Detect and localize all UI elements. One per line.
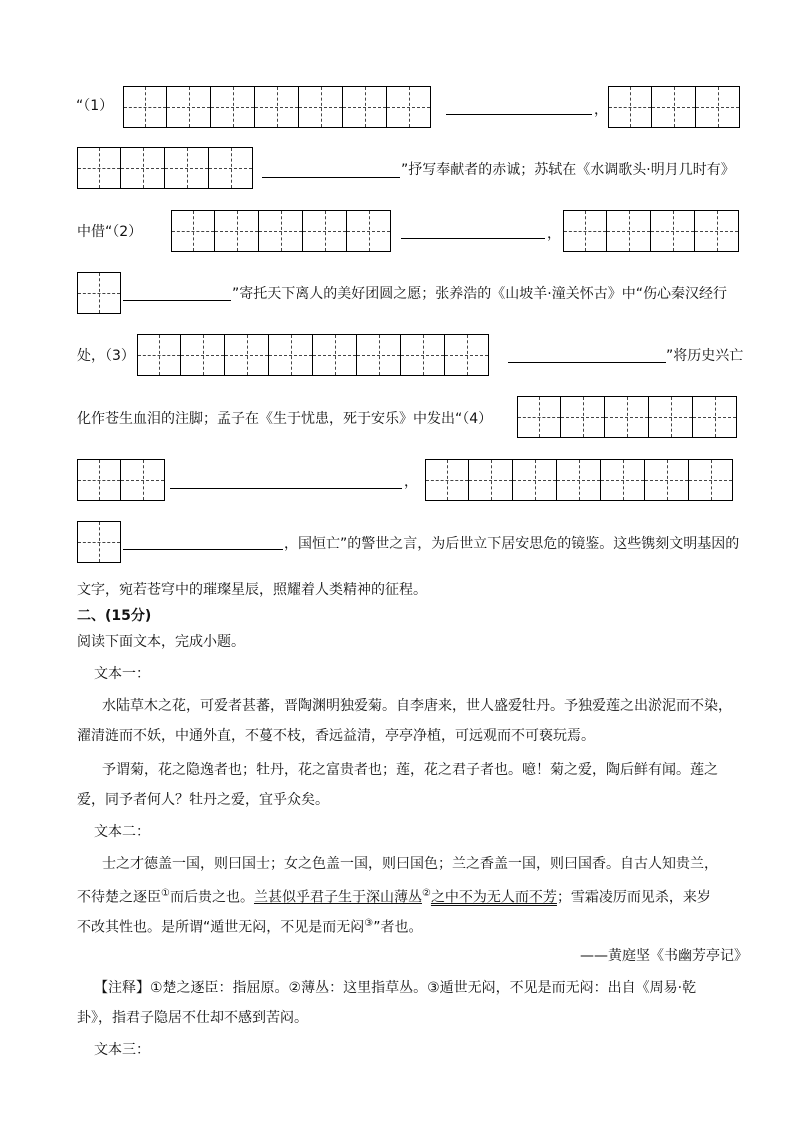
grid-cell[interactable] [347, 210, 391, 252]
answer-grid-3a[interactable] [137, 334, 489, 376]
text1-paragraph-2b: 爱，同予者何人？牡丹之爱，宜乎众矣。 [77, 792, 329, 808]
grid-cell[interactable] [121, 147, 165, 189]
grid-cell[interactable] [137, 334, 181, 376]
grid-cell[interactable] [563, 210, 607, 252]
answer-grid-4c[interactable] [425, 459, 733, 501]
grid-cell[interactable] [165, 147, 209, 189]
text1-paragraph-2a: 予谓菊，花之隐逸者也；牡丹，花之富贵者也；莲，花之君子者也。噫！菊之爱，陶后鲜有闻。莲之 [102, 762, 718, 778]
footnote-marker: ① [161, 888, 170, 899]
grid-cell[interactable] [689, 459, 733, 501]
footnote-marker: ② [421, 888, 431, 899]
comma: ， [547, 226, 561, 242]
grid-cell[interactable] [77, 459, 121, 501]
blank-2-lead: 中借“（2） [77, 224, 143, 240]
grid-cell[interactable] [211, 86, 255, 128]
blank-3-lead: 处，（3） [77, 348, 135, 364]
text-run: 而后贵之也。 [169, 889, 254, 906]
text-line-5: ”将历史兴亡 [666, 348, 744, 364]
grid-cell[interactable] [357, 334, 401, 376]
answer-grid-4b[interactable] [77, 459, 165, 501]
grid-cell[interactable] [561, 396, 605, 438]
answer-blank-1a[interactable] [446, 114, 592, 115]
grid-cell[interactable] [696, 86, 740, 128]
grid-cell[interactable] [425, 459, 469, 501]
comma: ， [594, 102, 608, 118]
grid-cell[interactable] [607, 210, 651, 252]
grid-cell[interactable] [343, 86, 387, 128]
grid-cell[interactable] [651, 210, 695, 252]
answer-grid-2c[interactable] [77, 272, 121, 314]
text2-label: 文本二： [94, 824, 150, 840]
grid-cell[interactable] [517, 396, 561, 438]
answer-blank-2b[interactable] [123, 300, 231, 301]
text-line-4: ”寄托天下离人的美好团圆之愿；张养浩的《山坡羊·潼关怀古》中“伤心秦汉经行 [232, 286, 727, 302]
grid-cell[interactable] [77, 147, 121, 189]
grid-cell[interactable] [695, 210, 739, 252]
answer-blank-3[interactable] [508, 362, 666, 363]
text2-paragraph-b [77, 884, 711, 908]
grid-cell[interactable] [259, 210, 303, 252]
grid-cell[interactable] [469, 459, 513, 501]
text2-source: ——黄庭坚《书幽芳亭记》 [580, 948, 748, 964]
grid-cell[interactable] [513, 459, 557, 501]
instruction: 阅读下面文本，完成小题。 [77, 634, 245, 650]
text-run: ；雪霜凌厉而见杀，来岁 [556, 889, 711, 906]
comma: ， [404, 474, 418, 490]
answer-blank-4a[interactable] [170, 488, 402, 489]
grid-cell[interactable] [445, 334, 489, 376]
grid-cell[interactable] [313, 334, 357, 376]
grid-cell[interactable] [652, 86, 696, 128]
grid-cell[interactable] [269, 334, 313, 376]
answer-blank-4b[interactable] [123, 549, 283, 550]
text-run: 不改其性也。是所谓“遁世无闷，不见是而无闷 [77, 919, 365, 936]
grid-cell[interactable] [387, 86, 431, 128]
grid-cell[interactable] [601, 459, 645, 501]
text1-label: 文本一： [94, 666, 150, 682]
answer-grid-1a[interactable] [123, 86, 431, 128]
grid-cell[interactable] [209, 147, 253, 189]
grid-cell[interactable] [215, 210, 259, 252]
text2-paragraph-a: 士之才德盖一国，则曰国士；女之色盖一国，则曰国色；兰之香盖一国，则曰国香。自古人知贵兰， [102, 856, 718, 872]
grid-cell[interactable] [303, 210, 347, 252]
grid-cell[interactable] [299, 86, 343, 128]
answer-blank-1b[interactable] [262, 177, 400, 178]
answer-grid-2b[interactable] [563, 210, 739, 252]
grid-cell[interactable] [605, 396, 649, 438]
grid-cell[interactable] [693, 396, 737, 438]
grid-cell[interactable] [171, 210, 215, 252]
text-run: 不待楚之逐臣 [77, 889, 161, 906]
grid-cell[interactable] [608, 86, 652, 128]
grid-cell[interactable] [167, 86, 211, 128]
grid-cell[interactable] [645, 459, 689, 501]
answer-blank-2a[interactable] [401, 238, 545, 239]
answer-grid-4d[interactable] [77, 521, 121, 563]
text-line-9: 文字，宛若苍穹中的璀璨星辰，照耀着人类精神的征程。 [77, 582, 427, 598]
grid-cell[interactable] [225, 334, 269, 376]
text1-paragraph-1b: 濯清涟而不妖，中通外直，不蔓不枝，香远益清，亭亭净植，可远观而不可亵玩焉。 [77, 728, 595, 744]
text-line-8: ，国恒亡”的警世之言，为后世立下居安思危的镜鉴。这些镌刻文明基因的 [284, 536, 740, 552]
answer-grid-2a[interactable] [171, 210, 391, 252]
grid-cell[interactable] [121, 459, 165, 501]
grid-cell[interactable] [649, 396, 693, 438]
answer-grid-1c[interactable] [77, 147, 253, 189]
grid-cell[interactable] [77, 521, 121, 563]
notes-line-b: 卦》，指君子隐居不仕却不感到苦闷。 [77, 1010, 308, 1026]
answer-grid-1b[interactable] [608, 86, 740, 128]
grid-cell[interactable] [557, 459, 601, 501]
text-run: ”者也。 [373, 919, 423, 936]
text-line-6: 化作苍生血泪的注脚；孟子在《生于忧患，死于安乐》中发出“（4） [77, 411, 493, 427]
grid-cell[interactable] [255, 86, 299, 128]
section-heading: 二、(15分) [77, 608, 152, 624]
text-line-2: ”抒写奉献者的赤诚；苏轼在《水调歌头·明月几时有》 [401, 162, 735, 178]
underlined-sentence-part2: 之中不为无人而不芳 [430, 889, 557, 906]
underlined-sentence-part1: 兰甚似乎君子生于深山薄丛 [253, 889, 422, 906]
answer-grid-4a[interactable] [517, 396, 737, 438]
text3-label: 文本三： [94, 1042, 150, 1058]
grid-cell[interactable] [181, 334, 225, 376]
blank-1-open: “（1） [76, 98, 114, 114]
text2-paragraph-c [77, 914, 423, 938]
notes-line-a: 【注释】①楚之逐臣：指屈原。②薄丛：这里指草丛。③遁世无闷，不见是而无闷：出自《周易·乾 [94, 980, 697, 996]
grid-cell[interactable] [123, 86, 167, 128]
grid-cell[interactable] [401, 334, 445, 376]
footnote-marker: ③ [364, 918, 374, 929]
grid-cell[interactable] [77, 272, 121, 314]
text1-paragraph-1a: 水陆草木之花，可爱者甚蕃，晋陶渊明独爱菊。自李唐来，世人盛爱牡丹。予独爱莲之出淤泥而不染， [102, 698, 732, 714]
